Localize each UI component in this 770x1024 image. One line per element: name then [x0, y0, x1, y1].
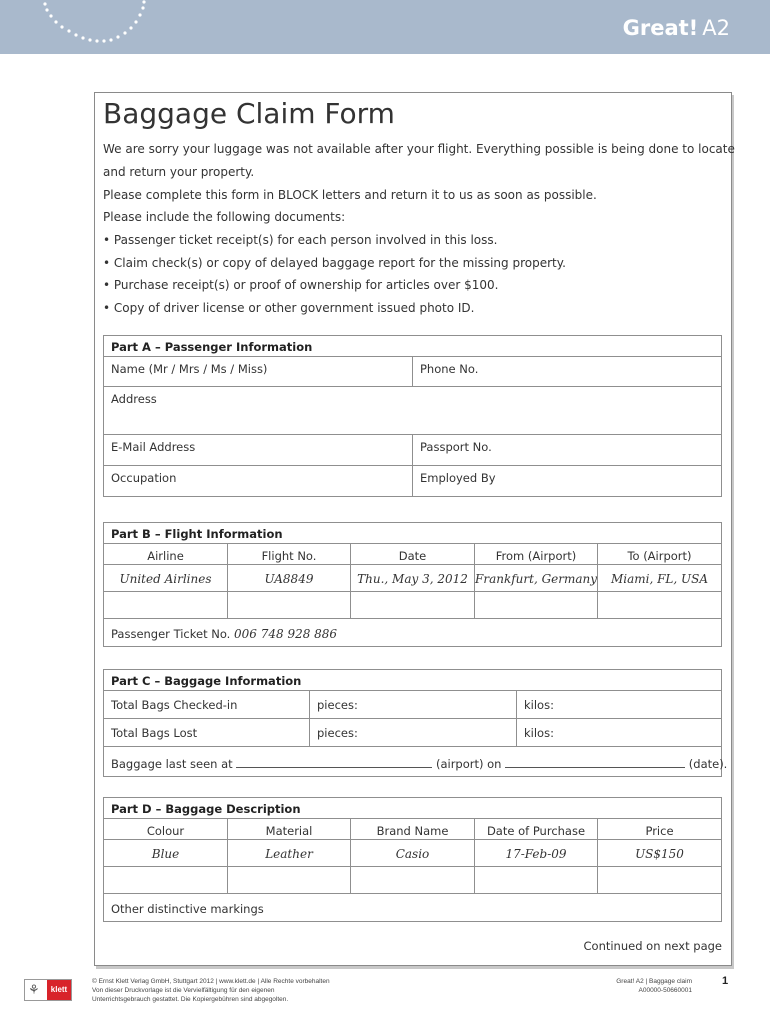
bags-checked-label: Total Bags Checked-in — [103, 690, 310, 719]
price-value[interactable]: US$150 — [597, 839, 722, 867]
pieces-label: pieces: — [317, 726, 358, 740]
last-seen-date-input[interactable] — [505, 756, 685, 768]
airline-value[interactable]: United Airlines — [103, 564, 228, 592]
address-label: Address — [111, 392, 157, 406]
brand-bold: Great! — [622, 16, 699, 40]
flight-blank-cell[interactable] — [227, 591, 351, 619]
baggage-col-header: Material — [227, 818, 351, 840]
intro-line: We are sorry your luggage was not available after your flight. Everything possible is being done to locate — [103, 142, 735, 156]
brand-title — [623, 16, 730, 40]
from-airport-value[interactable]: Frankfurt, Germany — [474, 564, 598, 592]
name-label: Name (Mr / Mrs / Ms / Miss) — [111, 362, 268, 376]
dotted-arc-decoration — [30, 0, 190, 54]
name-field[interactable] — [103, 356, 413, 387]
baggage-col-header: Colour — [103, 818, 228, 840]
form-title: Baggage Claim Form — [103, 97, 395, 130]
logo-text: klett — [47, 980, 71, 1000]
colour-value[interactable]: Blue — [103, 839, 228, 867]
intro-bullet: • Purchase receipt(s) or proof of ownership for articles over $100. — [103, 278, 499, 292]
passport-label: Passport No. — [420, 440, 492, 454]
part-b-heading: Part B – Flight Information — [103, 522, 722, 544]
airport-on-label: (airport) on — [435, 757, 502, 771]
flight-col-header: To (Airport) — [597, 543, 722, 565]
brand-level: A2 — [702, 16, 730, 40]
intro-bullet: • Copy of driver license or other government issued photo ID. — [103, 301, 475, 315]
ticket-number-field[interactable] — [103, 618, 722, 647]
last-seen-label: Baggage last seen at — [111, 757, 233, 771]
occupation-label: Occupation — [111, 471, 177, 485]
part-c-heading: Part C – Baggage Information — [103, 669, 722, 691]
flight-blank-cell[interactable] — [350, 591, 475, 619]
lost-kilos-field[interactable] — [516, 718, 722, 747]
flight-blank-cell[interactable] — [474, 591, 598, 619]
part-d-heading: Part D – Baggage Description — [103, 797, 722, 819]
distinctive-markings-field[interactable] — [103, 893, 722, 922]
klett-logo — [24, 979, 72, 1001]
address-field[interactable] — [103, 386, 722, 435]
flight-number-value[interactable]: UA8849 — [227, 564, 351, 592]
logo-mark-icon: ⚘ — [28, 983, 40, 998]
flight-col-header: Flight No. — [227, 543, 351, 565]
continued-note: Continued on next page — [583, 939, 722, 953]
intro-line: Please complete this form in BLOCK letters and return it to us as soon as possible. — [103, 188, 597, 202]
purchase-date-value[interactable]: 17-Feb-09 — [474, 839, 598, 867]
baggage-col-header: Date of Purchase — [474, 818, 598, 840]
lost-pieces-field[interactable] — [309, 718, 517, 747]
baggage-blank-cell[interactable] — [227, 866, 351, 894]
employer-field[interactable] — [412, 465, 722, 497]
intro-bullet: • Passenger ticket receipt(s) for each person involved in this loss. — [103, 233, 498, 247]
intro-bullet: • Claim check(s) or copy of delayed baggage report for the missing property. — [103, 256, 566, 270]
to-airport-value[interactable]: Miami, FL, USA — [597, 564, 722, 592]
footer-copyright-line: Unterrichtsgebrauch gestattet. Die Kopiergebühren sind abgegolten. — [92, 996, 289, 1003]
distinctive-markings-label: Other distinctive markings — [111, 902, 264, 916]
footer-reference — [616, 977, 692, 995]
footer-copyright — [92, 977, 330, 1004]
material-value[interactable]: Leather — [227, 839, 351, 867]
footer-copyright-line: Von dieser Druckvorlage ist die Vervielfältigung für den eigenen — [92, 987, 275, 994]
ticket-number-value: 006 748 928 886 — [234, 627, 338, 641]
flight-col-header: Airline — [103, 543, 228, 565]
brand-value[interactable]: Casio — [350, 839, 475, 867]
baggage-blank-cell[interactable] — [350, 866, 475, 894]
footer-copyright-line: © Ernst Klett Verlag GmbH, Stuttgart 2012 | www.klett.de | Alle Rechte vorbehalten — [92, 978, 330, 985]
occupation-field[interactable] — [103, 465, 413, 497]
bags-lost-label: Total Bags Lost — [103, 718, 310, 747]
intro-line: Please include the following documents: — [103, 210, 346, 224]
checked-pieces-field[interactable] — [309, 690, 517, 719]
flight-blank-cell[interactable] — [597, 591, 722, 619]
phone-field[interactable] — [412, 356, 722, 387]
email-label: E-Mail Address — [111, 440, 196, 454]
passport-field[interactable] — [412, 434, 722, 466]
baggage-col-header: Brand Name — [350, 818, 475, 840]
kilos-label: kilos: — [524, 698, 554, 712]
intro-line: and return your property. — [103, 165, 255, 179]
part-a-heading: Part A – Passenger Information — [103, 335, 722, 357]
flight-date-value[interactable]: Thu., May 3, 2012 — [350, 564, 475, 592]
baggage-blank-cell[interactable] — [597, 866, 722, 894]
email-field[interactable] — [103, 434, 413, 466]
baggage-blank-cell[interactable] — [103, 866, 228, 894]
flight-col-header: Date — [350, 543, 475, 565]
baggage-col-header: Price — [597, 818, 722, 840]
last-seen-row — [103, 746, 728, 777]
page-number: 1 — [722, 975, 729, 987]
flight-blank-cell[interactable] — [103, 591, 228, 619]
checked-kilos-field[interactable] — [516, 690, 722, 719]
flight-col-header: From (Airport) — [474, 543, 598, 565]
date-label: (date). — [688, 757, 728, 771]
footer-reference-line: A00000-50660001 — [638, 987, 692, 994]
phone-label: Phone No. — [420, 362, 479, 376]
last-seen-airport-input[interactable] — [236, 756, 432, 768]
kilos-label: kilos: — [524, 726, 554, 740]
footer-reference-line: Great! A2 | Baggage claim — [616, 978, 692, 985]
pieces-label: pieces: — [317, 698, 358, 712]
ticket-number-label: Passenger Ticket No. — [111, 627, 231, 641]
baggage-blank-cell[interactable] — [474, 866, 598, 894]
header-banner — [0, 0, 770, 54]
employer-label: Employed By — [420, 471, 496, 485]
